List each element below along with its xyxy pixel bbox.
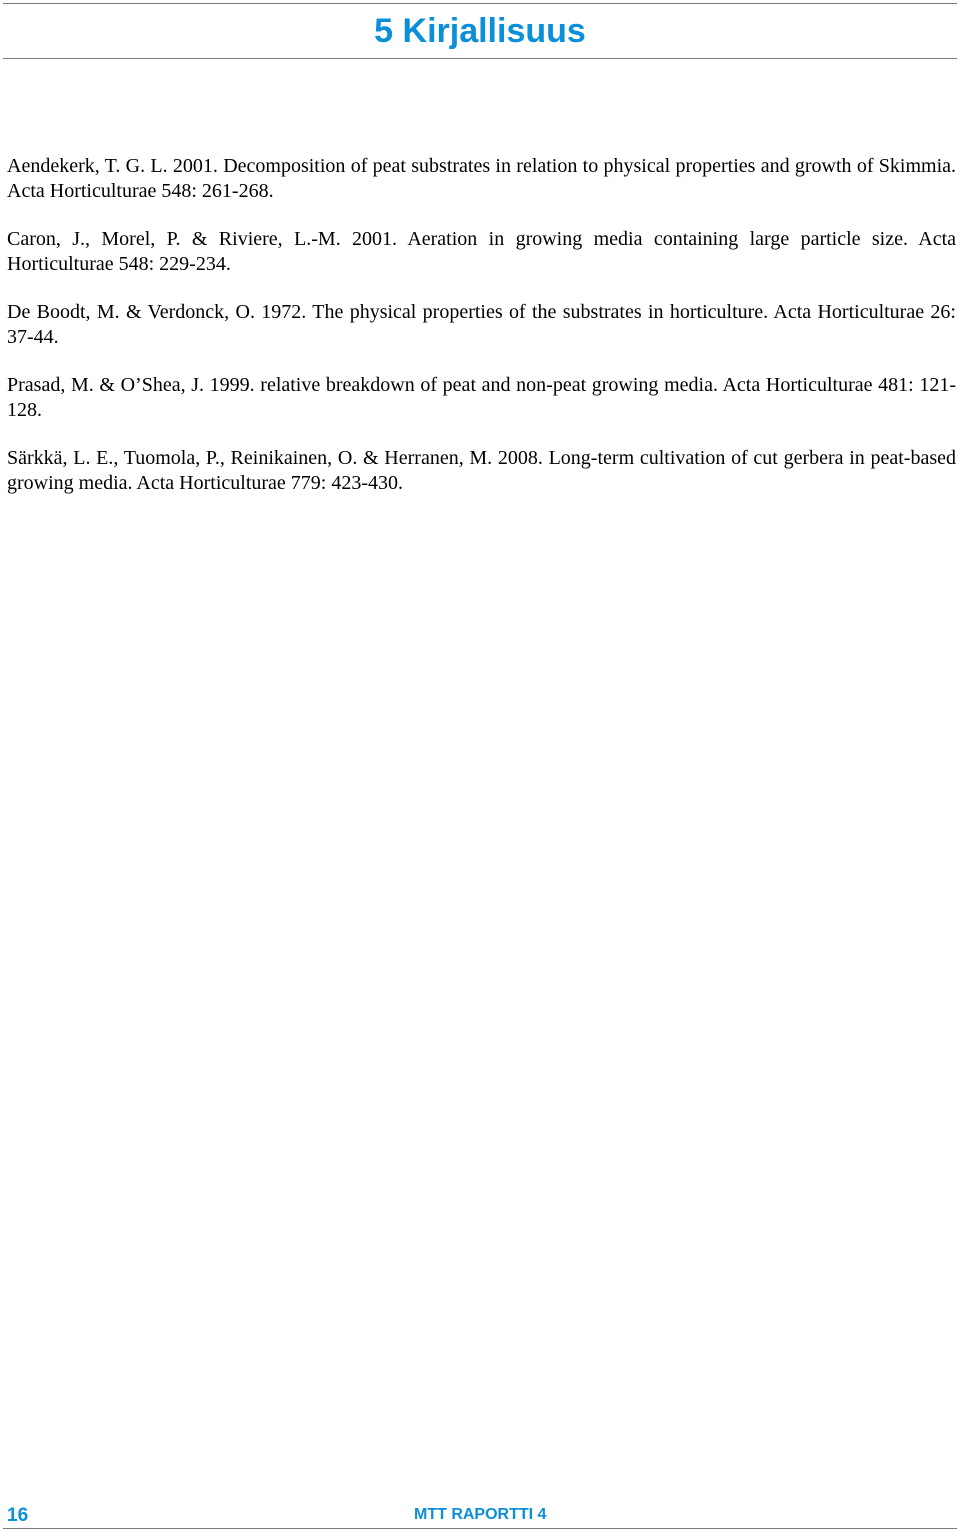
page-title: 5 Kirjallisuus: [374, 12, 586, 50]
publication-name: MTT RAPORTTI 4: [414, 1506, 547, 1523]
top-divider: [3, 3, 957, 4]
header-divider: [3, 58, 957, 59]
reference-entry: Caron, J., Morel, P. & Riviere, L.-M. 2001. Aeration in growing media containing large particle size. Acta Horticulturae 548: 229-234.: [7, 228, 956, 275]
reference-entry: Aendekerk, T. G. L. 2001. Decomposition of peat substrates in relation to physical properties and growth of Skimmia. Acta Horticulturae 548: 261-268.: [7, 155, 956, 202]
reference-entry: Särkkä, L. E., Tuomola, P., Reinikainen, O. & Herranen, M. 2008. Long-term cultivation of cut gerbera in peat-based growing media. Acta Horticulturae 779: 423-430.: [7, 447, 956, 494]
reference-list: [7, 154, 956, 519]
page-number: 16: [7, 1505, 29, 1526]
reference-entry: De Boodt, M. & Verdonck, O. 1972. The physical properties of the substrates in horticulture. Acta Horticulturae 26: 37-44.: [7, 301, 956, 348]
reference-entry: Prasad, M. & O’Shea, J. 1999. relative breakdown of peat and non-peat growing media. Acta Horticulturae 481: 121-128.: [7, 374, 956, 421]
footer-divider: [3, 1528, 957, 1529]
